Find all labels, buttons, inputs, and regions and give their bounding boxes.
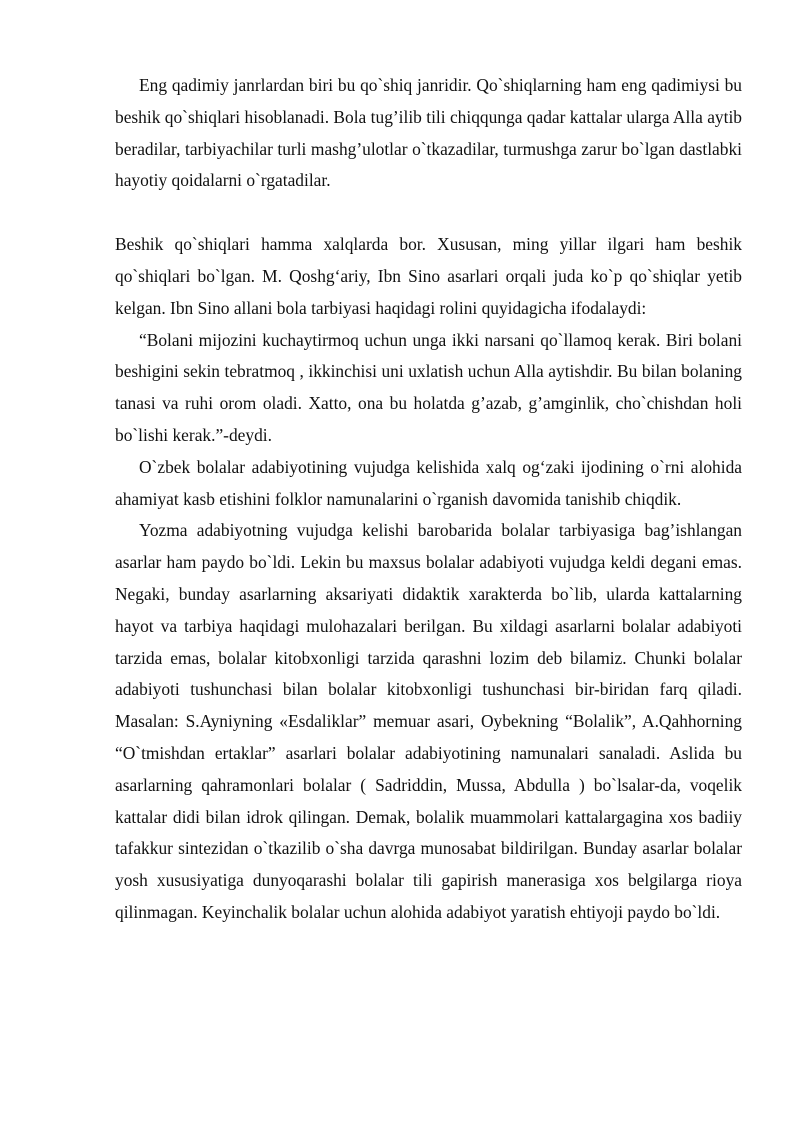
- paragraph-genre-intro: Eng qadimiy janrlardan biri bu qo`shiq janridir. Qo`shiqlarning ham eng qadimiysi bu beshik qo`shiqlari hisoblanadi. Bola tug’ilib tili chiqqunga qadar kattalar ularga Alla aytib beradilar, tarbiyachilar turli mashg’ulotlar o`tkazadilar, turmushga zarur bo`lgan dastlabki hayotiy qoidalarni o`rgatadilar.: [115, 75, 742, 191]
- paragraph-folklore: O`zbek bolalar adabiyotining vujudga kelishida xalq og‘zaki ijodining o`rni alohida ahamiyat kasb etishini folklor namunalarini o`rganish davomida tanishib chiqdik.: [115, 456, 742, 509]
- paragraph-lullabies: Beshik qo`shiqlari hamma xalqlarda bor. Xususan, ming yillar ilgari ham beshik qo`shiqlari bo`lgan. M. Qoshg‘ariy, Ibn Sino asarlari orqali juda ko`p qo`shiqlar yetib kelgan. Ibn Sino allani bola tarbiyasi haqidagi rolini quyidagicha ifodalaydi:: [115, 234, 742, 318]
- paragraph-ibn-sino-quote: “Bolani mijozini kuchaytirmoq uchun unga ikki narsani qo`llamoq kerak. Biri bolani beshigini sekin tebratmoq , ikkinchisi uni uxlatish uchun Alla aytishdir. Bu bilan bolaning tanasi va ruhi orom oladi. Xatto, ona bu holatda g’azab, g’amginlik, cho`chishdan holi bo`lishi kerak.”-deydi.: [115, 329, 742, 445]
- document-page: [115, 70, 742, 929]
- paragraph-written-literature: Yozma adabiyotning vujudga kelishi barobarida bolalar tarbiyasiga bag’ishlangan asarlar ham paydo bo`ldi. Lekin bu maxsus bolalar adabiyoti vujudga keldi degani emas. Negaki, bunday asarlarning aksariyati didaktik xarakterda bo`lib, ularda kattalarning hayot va tarbiya haqidagi mulohazalari berilgan. Bu xildagi asarlarni bolalar adabiyoti tarzida emas, bolalar kitobxonligi tarzida qarashni lozim deb bilamiz. Chunki bolalar adabiyoti tushunchasi bilan bolalar kitobxonligi tushunchasi bir-biridan farq qiladi. Masalan: S.Ayniyning «Esdaliklar” memuar asari, Oybekning “Bolalik”, A.Qahhorning “O`tmishdan ertaklar” asarlari bolalar adabiyotining namunalari sanaladi. Aslida bu asarlarning qahramonlari bolalar ( Sadriddin, Mussa, Abdulla ) bo`lsalar-da, voqelik kattalar didi bilan idrok qilingan. Demak, bolalik muammolari kattalargagina xos badiiy tafakkur sintezidan o`tkazilib o`sha davrga munosabat bildirilgan. Bunday asarlar bolalar yosh xususiyatiga dunyoqarashi bolalar tili gapirish manerasiga xos belgilarga rioya qilinmagan. Keyinchalik bolalar uchun alohida adabiyot yaratish ehtiyoji paydo bo`ldi.: [115, 520, 742, 922]
